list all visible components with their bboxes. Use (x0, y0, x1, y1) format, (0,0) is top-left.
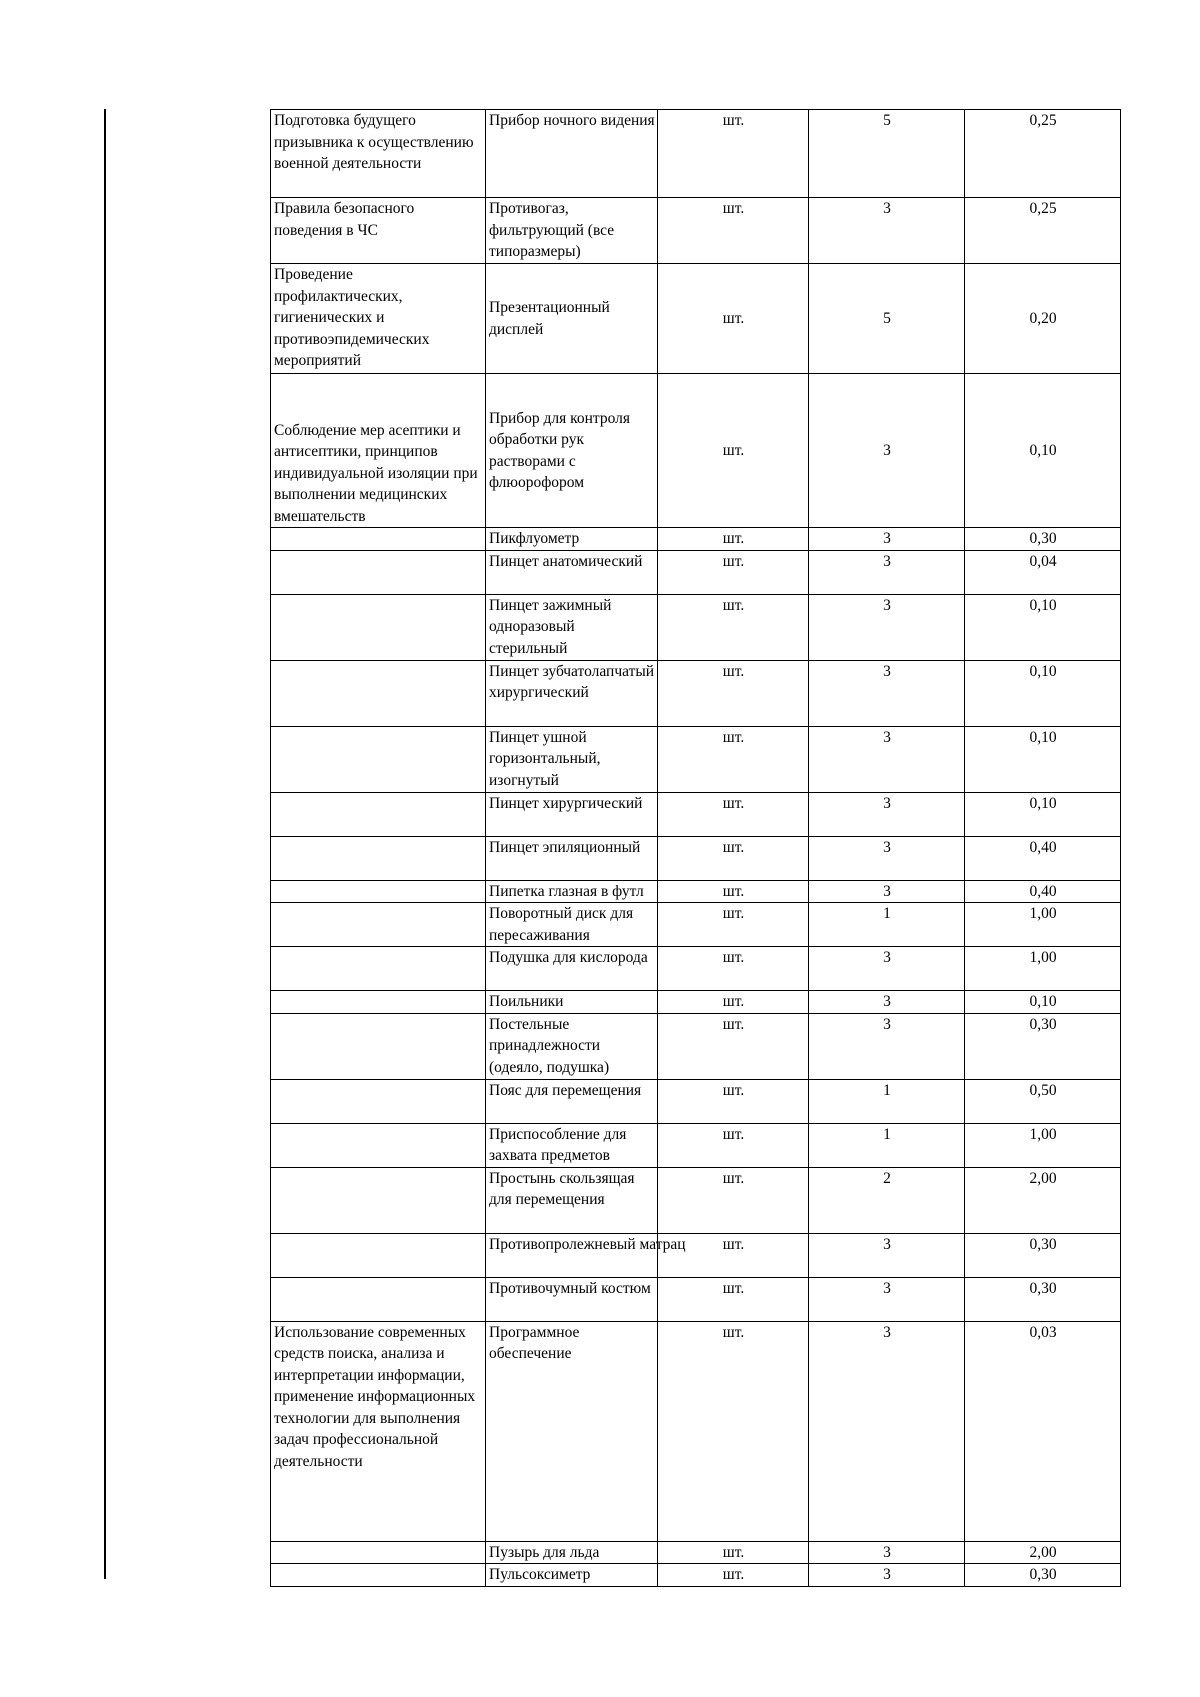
unit-cell: шт. (658, 991, 809, 1014)
quantity-cell: 1 (809, 903, 965, 947)
rate-cell: 0,50 (965, 1079, 1121, 1123)
unit-cell: шт. (658, 1079, 809, 1123)
section-cell (271, 1541, 486, 1564)
quantity-cell: 3 (809, 1277, 965, 1321)
section-cell (271, 1013, 486, 1079)
section-cell (271, 880, 486, 903)
quantity-cell: 5 (809, 264, 965, 374)
table-row (271, 264, 1121, 374)
rate-cell: 0,30 (965, 1013, 1121, 1079)
equipment-name-cell: Противогаз, фильтрующий (все типоразмеры) (486, 198, 658, 264)
section-cell (271, 594, 486, 660)
table-row (271, 836, 1121, 880)
table-row (271, 1167, 1121, 1233)
equipment-name-cell: Презентационный дисплей (486, 264, 658, 374)
quantity-cell: 3 (809, 1013, 965, 1079)
section-cell (271, 1167, 486, 1233)
rate-cell: 0,20 (965, 264, 1121, 374)
quantity-cell: 3 (809, 1564, 965, 1587)
unit-cell: шт. (658, 1013, 809, 1079)
rate-cell: 2,00 (965, 1167, 1121, 1233)
rate-cell: 0,25 (965, 198, 1121, 264)
unit-cell: шт. (658, 792, 809, 836)
equipment-name-cell: Пинцет зубчатолапчатый хирургический (486, 660, 658, 726)
unit-cell: шт. (658, 594, 809, 660)
table-row (271, 110, 1121, 198)
quantity-cell: 3 (809, 1541, 965, 1564)
section-cell (271, 1233, 486, 1277)
equipment-name-cell: Пинцет хирургический (486, 792, 658, 836)
rate-cell: 0,25 (965, 110, 1121, 198)
equipment-name-cell: Пинцет анатомический (486, 550, 658, 594)
quantity-cell: 3 (809, 550, 965, 594)
table-row (271, 1541, 1121, 1564)
table-row (271, 903, 1121, 947)
table-row (271, 594, 1121, 660)
rate-cell: 0,03 (965, 1321, 1121, 1541)
quantity-cell: 3 (809, 947, 965, 991)
equipment-name-cell: Пикфлуометр (486, 528, 658, 551)
equipment-name-cell: Прибор ночного видения (486, 110, 658, 198)
table-row (271, 792, 1121, 836)
unit-cell: шт. (658, 903, 809, 947)
rate-cell: 1,00 (965, 947, 1121, 991)
rate-cell: 2,00 (965, 1541, 1121, 1564)
rate-cell: 0,30 (965, 528, 1121, 551)
section-cell: Использование современных средств поиска, анализа и интерпретации информации, применение информационных технологии для выполнения задач профессиональной деятельности (271, 1321, 486, 1541)
section-cell (271, 903, 486, 947)
quantity-cell: 3 (809, 792, 965, 836)
quantity-cell: 3 (809, 594, 965, 660)
left-margin-rule (104, 109, 106, 1579)
table-row (271, 1233, 1121, 1277)
equipment-name-cell: Противочумный костюм (486, 1277, 658, 1321)
equipment-name-cell: Пузырь для льда (486, 1541, 658, 1564)
rate-cell: 0,30 (965, 1233, 1121, 1277)
equipment-name-cell: Пульсоксиметр (486, 1564, 658, 1587)
unit-cell: шт. (658, 1277, 809, 1321)
quantity-cell: 3 (809, 1321, 965, 1541)
table-row (271, 374, 1121, 528)
unit-cell: шт. (658, 374, 809, 528)
equipment-name-cell: Поворотный диск для пересаживания (486, 903, 658, 947)
section-cell (271, 1564, 486, 1587)
rate-cell: 1,00 (965, 903, 1121, 947)
rate-cell: 0,40 (965, 836, 1121, 880)
rate-cell: 0,30 (965, 1564, 1121, 1587)
quantity-cell: 3 (809, 880, 965, 903)
section-cell (271, 947, 486, 991)
unit-cell: шт. (658, 836, 809, 880)
table-row (271, 991, 1121, 1014)
table-row (271, 947, 1121, 991)
rate-cell: 0,30 (965, 1277, 1121, 1321)
section-cell: Соблюдение мер асептики и антисептики, принципов индивидуальной изоляции при выполнении медицинских вмешательств (271, 374, 486, 528)
rate-cell: 0,40 (965, 880, 1121, 903)
unit-cell: шт. (658, 726, 809, 792)
quantity-cell: 3 (809, 1233, 965, 1277)
equipment-name-cell: Прибор для контроля обработки рук растворами с флюорофором (486, 374, 658, 528)
unit-cell: шт. (658, 528, 809, 551)
equipment-name-cell: Подушка для кислорода (486, 947, 658, 991)
section-cell (271, 726, 486, 792)
equipment-name-cell: Простынь скользящая для перемещения (486, 1167, 658, 1233)
table-row (271, 1079, 1121, 1123)
section-cell (271, 1277, 486, 1321)
unit-cell: шт. (658, 1541, 809, 1564)
rate-cell: 1,00 (965, 1123, 1121, 1167)
unit-cell: шт. (658, 880, 809, 903)
section-cell (271, 1079, 486, 1123)
unit-cell: шт. (658, 1233, 809, 1277)
section-cell (271, 1123, 486, 1167)
unit-cell: шт. (658, 110, 809, 198)
equipment-table (270, 109, 1121, 1587)
quantity-cell: 5 (809, 110, 965, 198)
quantity-cell: 1 (809, 1079, 965, 1123)
quantity-cell: 3 (809, 198, 965, 264)
quantity-cell: 2 (809, 1167, 965, 1233)
rate-cell: 0,10 (965, 792, 1121, 836)
table-row (271, 198, 1121, 264)
rate-cell: 0,04 (965, 550, 1121, 594)
section-cell: Проведение профилактических, гигиенических и противоэпидемических мероприятий (271, 264, 486, 374)
equipment-name-cell: Пинцет ушной горизонтальный, изогнутый (486, 726, 658, 792)
unit-cell: шт. (658, 550, 809, 594)
table-row (271, 528, 1121, 551)
unit-cell: шт. (658, 1167, 809, 1233)
quantity-cell: 3 (809, 374, 965, 528)
unit-cell: шт. (658, 264, 809, 374)
unit-cell: шт. (658, 1321, 809, 1541)
section-cell (271, 836, 486, 880)
quantity-cell: 3 (809, 991, 965, 1014)
quantity-cell: 3 (809, 528, 965, 551)
section-cell (271, 660, 486, 726)
table-row (271, 1277, 1121, 1321)
table-row (271, 1321, 1121, 1541)
table-row (271, 1564, 1121, 1587)
unit-cell: шт. (658, 947, 809, 991)
equipment-name-cell: Противопролежневый матрац (486, 1233, 658, 1277)
section-cell: Правила безопасного поведения в ЧС (271, 198, 486, 264)
section-cell (271, 792, 486, 836)
equipment-name-cell: Приспособление для захвата предметов (486, 1123, 658, 1167)
equipment-name-cell: Программное обеспечение (486, 1321, 658, 1541)
unit-cell: шт. (658, 198, 809, 264)
section-cell (271, 550, 486, 594)
rate-cell: 0,10 (965, 660, 1121, 726)
rate-cell: 0,10 (965, 726, 1121, 792)
equipment-name-cell: Пинцет зажимный одноразовый стерильный (486, 594, 658, 660)
unit-cell: шт. (658, 660, 809, 726)
table-row (271, 550, 1121, 594)
quantity-cell: 3 (809, 726, 965, 792)
section-cell: Подготовка будущего призывника к осуществлению военной деятельности (271, 110, 486, 198)
quantity-cell: 3 (809, 836, 965, 880)
rate-cell: 0,10 (965, 594, 1121, 660)
unit-cell: шт. (658, 1564, 809, 1587)
table-row (271, 726, 1121, 792)
rate-cell: 0,10 (965, 991, 1121, 1014)
quantity-cell: 3 (809, 660, 965, 726)
table-row (271, 1123, 1121, 1167)
equipment-name-cell: Пояс для перемещения (486, 1079, 658, 1123)
equipment-name-cell: Пипетка глазная в футл (486, 880, 658, 903)
equipment-name-cell: Пинцет эпиляционный (486, 836, 658, 880)
section-cell (271, 991, 486, 1014)
section-cell (271, 528, 486, 551)
quantity-cell: 1 (809, 1123, 965, 1167)
rate-cell: 0,10 (965, 374, 1121, 528)
equipment-name-cell: Постельные принадлежности (одеяло, подушка) (486, 1013, 658, 1079)
table-row (271, 880, 1121, 903)
unit-cell: шт. (658, 1123, 809, 1167)
equipment-name-cell: Поильники (486, 991, 658, 1014)
table-row (271, 1013, 1121, 1079)
table-row (271, 660, 1121, 726)
